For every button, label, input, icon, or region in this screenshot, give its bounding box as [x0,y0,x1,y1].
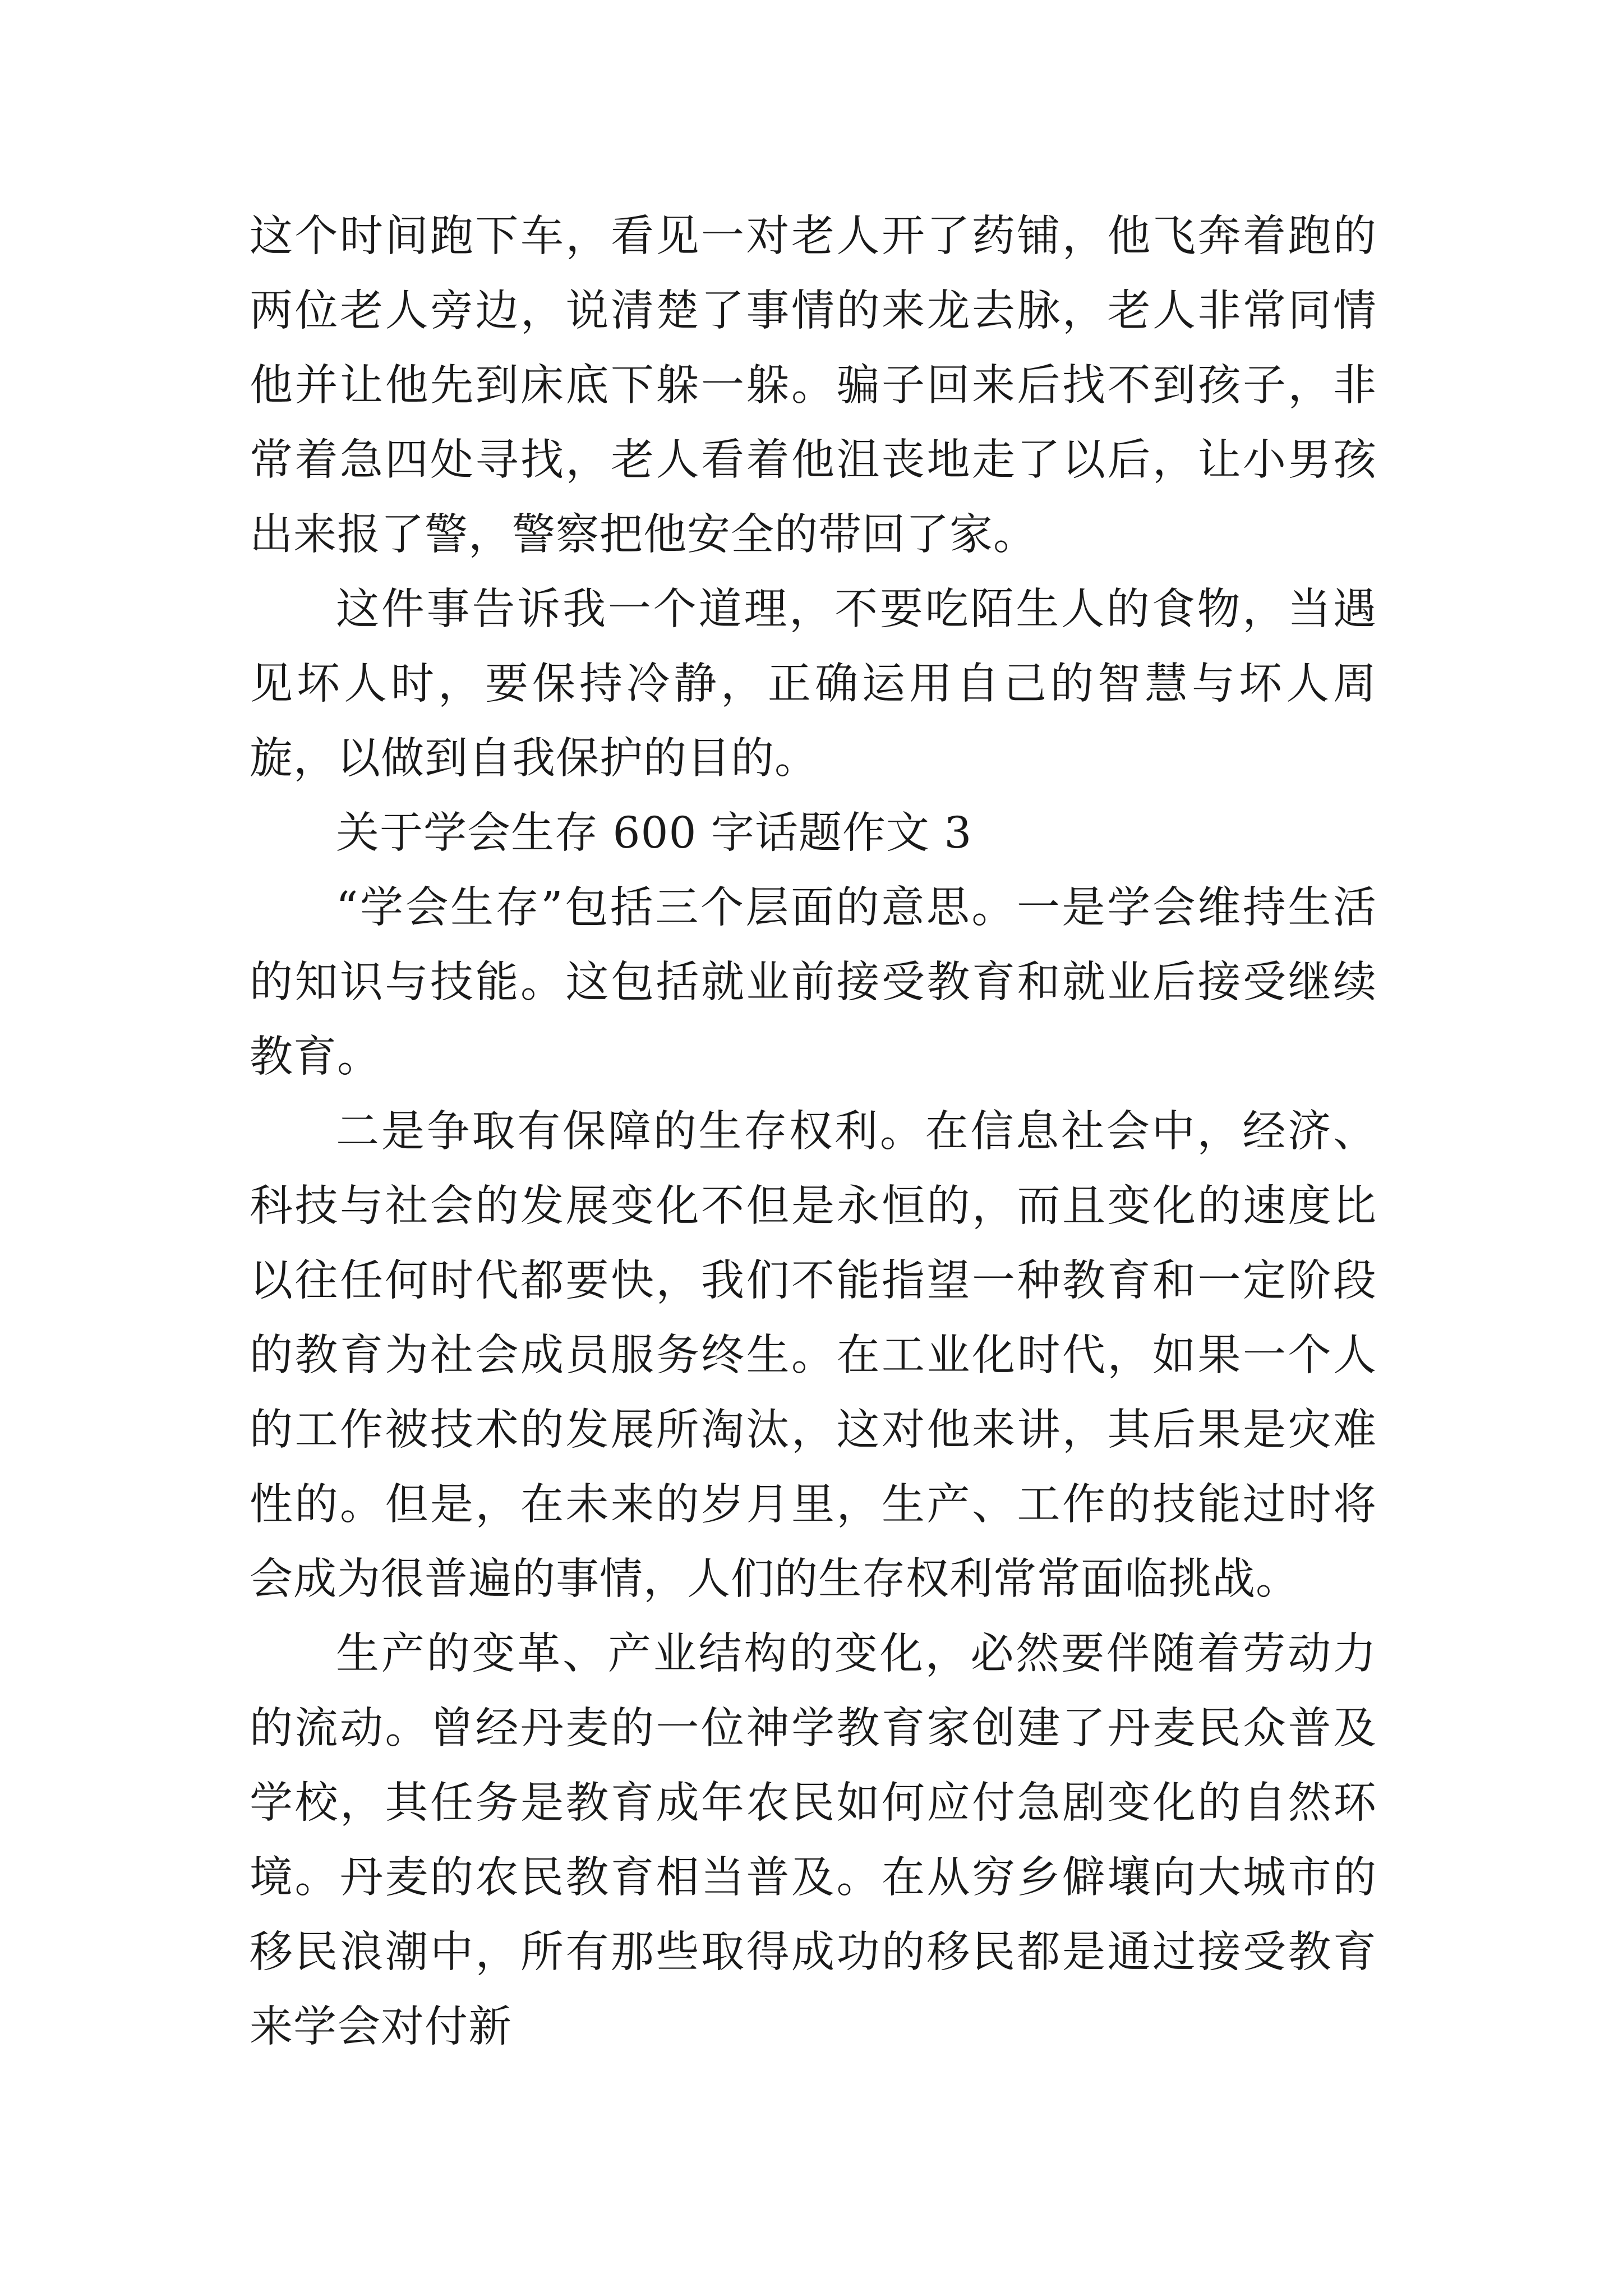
document-body [250,199,1377,2064]
paragraph-labor-mobility: 生产的变革、产业结构的变化，必然要伴随着劳动力的流动。曾经丹麦的一位神学教育家创建了丹麦民众普及学校，其任务是教育成年农民如何应付急剧变化的自然环境。丹麦的农民教育相当普及。在从穷乡僻壤向大城市的移民浪潮中，所有那些取得成功的移民都是通过接受教育来学会对付新 [250,1629,1377,2052]
paragraph-survival-rights: 二是争取有保障的生存权利。在信息社会中，经济、科技与社会的发展变化不但是永恒的，而且变化的速度比以往任何时代都要快，我们不能指望一种教育和一定阶段的教育为社会成员服务终生。在工业化时代，如果一个人的工作被技术的发展所淘汰，这对他来讲，其后果是灾难性的。但是，在未来的岁月里，生产、工作的技能过时将会成为很普遍的事情，人们的生存权利常常面临挑战。 [250,1107,1377,1604]
essay-heading: 关于学会生存 600 字话题作文 3 [336,808,972,858]
paragraph-survival-definition: “学会生存”包括三个层面的意思。一是学会维持生活的知识与技能。这包括就业前接受教育和就业后接受继续教育。 [250,883,1377,1082]
paragraph-continuation: 这个时间跑下车，看见一对老人开了药铺，他飞奔着跑的两位老人旁边，说清楚了事情的来龙去脉，老人非常同情他并让他先到床底下躲一躲。骗子回来后找不到孩子，非常着急四处寻找，老人看着他沮丧地走了以后，让小男孩出来报了警，警察把他安全的带回了家。 [250,211,1377,560]
paragraph-moral: 这件事告诉我一个道理，不要吃陌生人的食物，当遇见坏人时，要保持冷静，正确运用自己的智慧与坏人周旋，以做到自我保护的目的。 [250,585,1377,784]
